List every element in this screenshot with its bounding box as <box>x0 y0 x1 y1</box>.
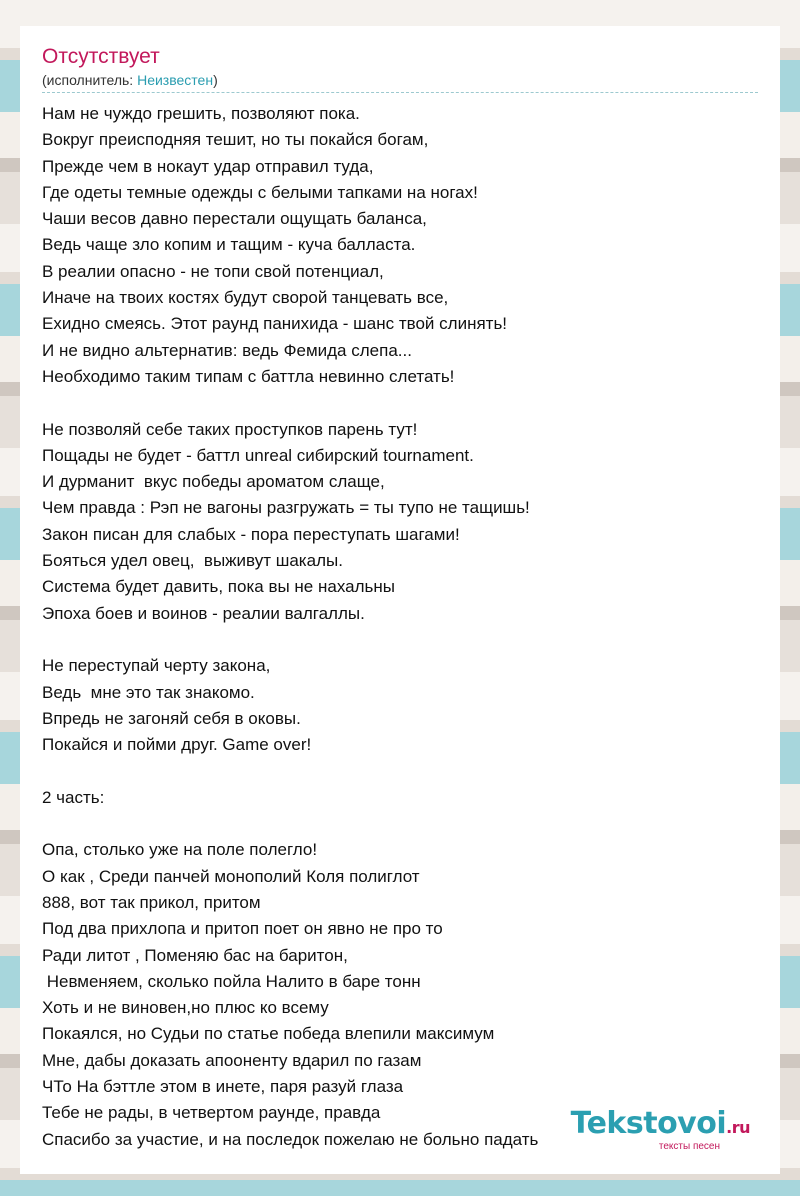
lyric-line: Покайся и пойми друг. Game over! <box>42 735 312 755</box>
lyric-line: ЧТо На бэттле этом в инете, паря разуй глаза <box>42 1076 404 1096</box>
lyric-line: Ехидно смеясь. Этот раунд панихида - шанс твой слинять! <box>42 314 508 334</box>
lyrics-card <box>20 26 780 1174</box>
lyric-line: Пощады не будет - баттл unreal сибирский tournament. <box>42 445 474 465</box>
lyric-line: Система будет давить, пока вы не нахальны <box>42 577 395 597</box>
lyric-line: Покаялся, но Судьи по статье победа влепили максимум <box>42 1024 495 1044</box>
site-logo[interactable] <box>570 1106 750 1152</box>
lyric-line: Хоть и не виновен,но плюс ко всему <box>42 998 329 1018</box>
lyric-line: 2 часть: <box>42 787 105 807</box>
lyric-line: Необходимо таким типам с баттла невинно слетать! <box>42 366 455 386</box>
lyric-line: Под два прихлопа и притоп поет он явно не про то <box>42 919 443 939</box>
lyric-line: Прежде чем в нокаут удар отправил туда, <box>42 156 374 176</box>
lyric-line <box>42 390 758 416</box>
lyric-line: Ради литот , Поменяю бас на баритон, <box>42 945 348 965</box>
lyric-line: И не видно альтернатив: ведь Фемида слепа... <box>42 340 412 360</box>
lyric-line <box>42 627 758 653</box>
artist-suffix: ) <box>213 72 218 88</box>
lyric-line: Не позволяй себе таких проступков парень тут! <box>42 419 418 439</box>
lyric-line: Опа, столько уже на поле полегло! <box>42 840 318 860</box>
lyric-line: О как , Среди панчей монополий Коля полиглот <box>42 866 420 886</box>
lyric-line: Бояться удел овец, выживут шакалы. <box>42 551 343 571</box>
artist-prefix: (исполнитель: <box>42 72 138 88</box>
lyric-line: Нам не чуждо грешить, позволяют пока. <box>42 104 360 123</box>
artist-link[interactable]: Неизвестен <box>137 72 214 88</box>
lyrics-text <box>42 101 758 1153</box>
logo-name: Tekstovoi <box>570 1106 727 1141</box>
lyric-line: Впредь не загоняй себя в оковы. <box>42 708 301 728</box>
lyric-line: Тебе не рады, в четвертом раунде, правда <box>42 1103 381 1123</box>
logo-tld: .ru <box>726 1118 750 1137</box>
lyric-line: Ведь чаще зло копим и тащим - куча балласта. <box>42 235 416 255</box>
lyric-line: Чаши весов давно перестали ощущать баланса, <box>42 209 427 229</box>
lyric-line: Эпоха боев и воинов - реалии валгаллы. <box>42 603 365 623</box>
lyric-line: Спасибо за участие, и на последок пожелаю не больно падать <box>42 1129 539 1149</box>
lyric-line: Где одеты темные одежды с белыми тапками на ногах! <box>42 182 478 202</box>
lyric-line <box>42 758 758 784</box>
lyric-line: И дурманит вкус победы ароматом слаще, <box>42 472 385 492</box>
lyric-line: Чем правда : Рэп не вагоны разгружать = ты тупо не тащишь! <box>42 498 530 518</box>
song-title: Отсутствует <box>42 45 160 68</box>
lyric-line: Мне, дабы доказать апооненту вдарил по газам <box>42 1050 422 1070</box>
artist-line <box>42 72 758 93</box>
lyric-line: Ведь мне это так знакомо. <box>42 682 255 702</box>
logo-subtitle: тексты песен <box>658 1141 720 1152</box>
lyric-line: В реалии опасно - не топи свой потенциал, <box>42 261 384 281</box>
lyric-line: Иначе на твоих костях будут сворой танцевать все, <box>42 288 449 308</box>
lyric-line <box>42 811 758 837</box>
lyric-line: 888, вот так прикол, притом <box>42 892 261 912</box>
lyric-line: Не переступай черту закона, <box>42 656 271 676</box>
lyric-line: Невменяем, сколько пойла Налито в баре тонн <box>42 971 421 991</box>
lyric-line: Закон писан для слабых - пора переступать шагами! <box>42 524 460 544</box>
lyric-line: Вокруг преисподняя тешит, но ты покайся богам, <box>42 130 429 150</box>
